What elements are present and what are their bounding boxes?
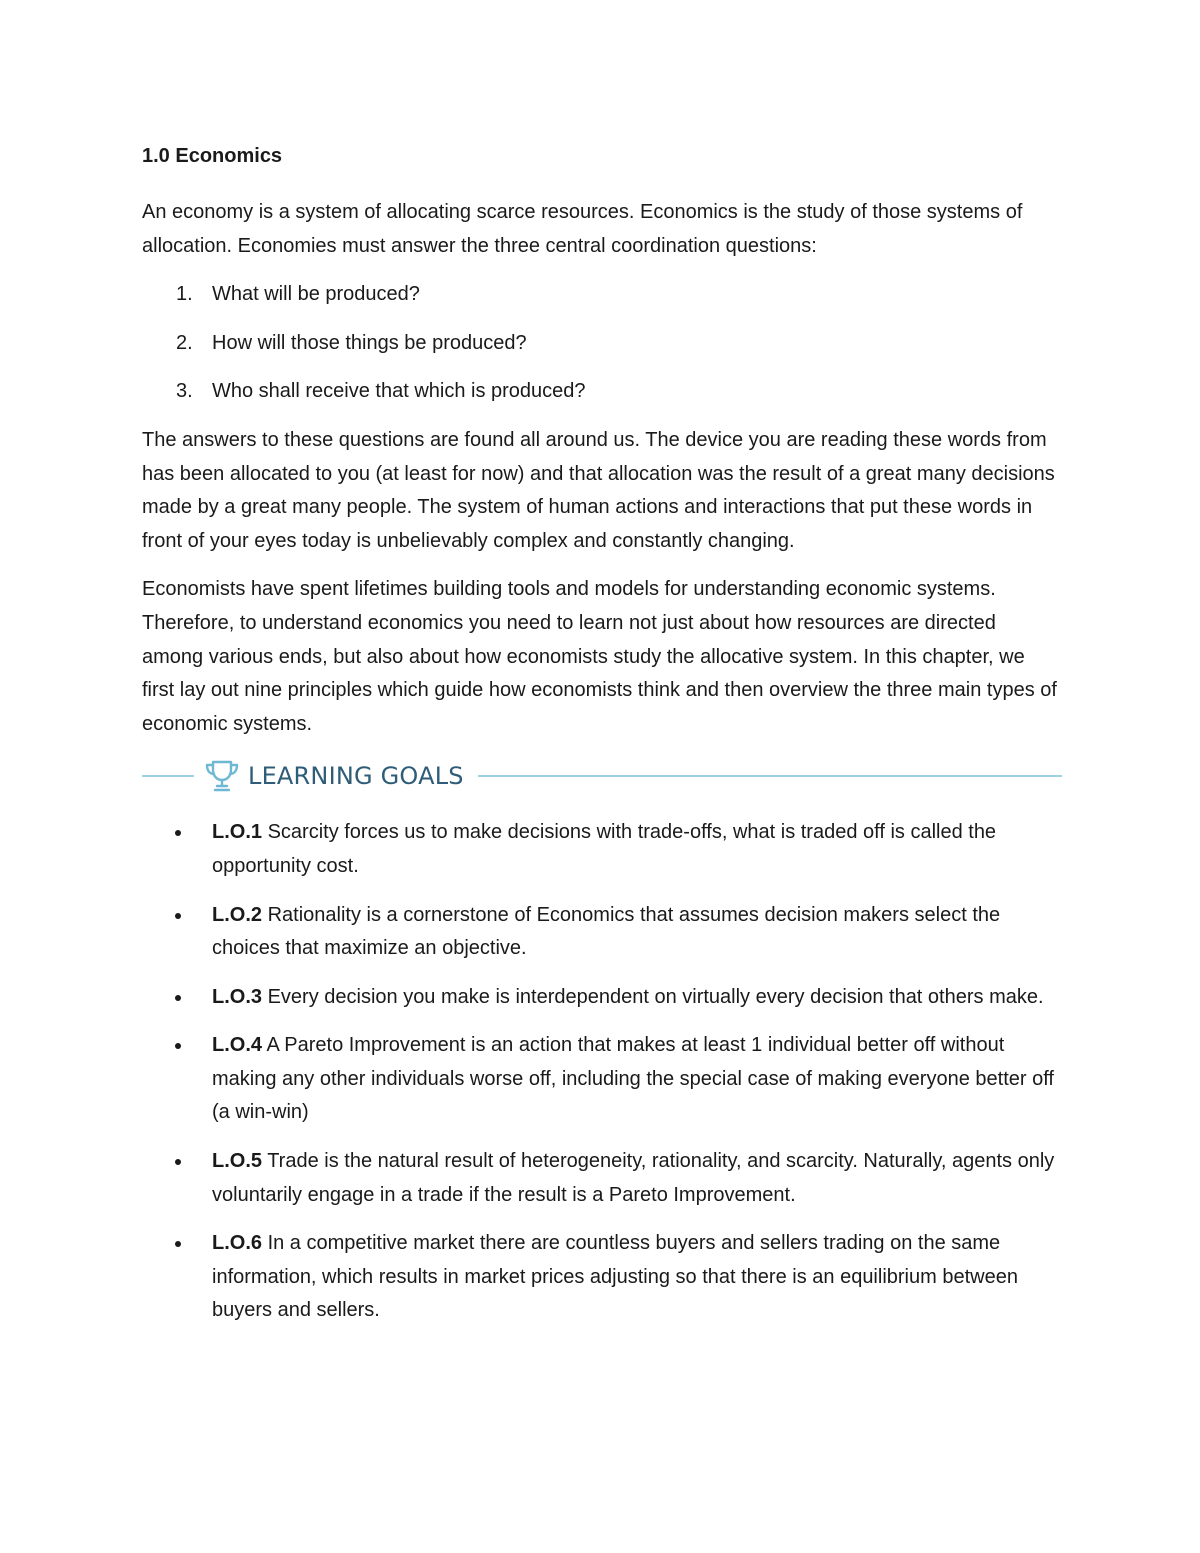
list-item-text: Who shall receive that which is produced? [212,380,586,403]
section-title: 1.0 Economics [142,145,283,167]
list-item [142,899,1062,966]
learning-goal-description: A Pareto Improvement is an action that makes at least 1 individual better off without making any other individuals worse off, including the special case of making everyone better off (a win-win) [212,1034,1054,1124]
learning-goal-text [212,816,1062,883]
learning-goal-code: L.O.5 [212,1150,263,1173]
learning-goal-description: Scarcity forces us to make decisions with trade-offs, what is traded off is called the opportunity cost. [212,821,997,877]
list-item [142,1227,1062,1328]
divider-right [478,775,1062,777]
list-item [142,327,1062,361]
learning-goal-description: Trade is the natural result of heterogeneity, rationality, and scarcity. Naturally, agents only voluntarily engage in a trade if the result is a Pareto Improvement. [212,1150,1055,1206]
learning-goal-code: L.O.3 [212,985,263,1008]
list-item [142,816,1062,883]
list-item [142,1029,1062,1130]
document-page [142,140,1062,1343]
bullet-icon [142,816,212,883]
bullet-icon [142,1227,212,1328]
trophy-icon [202,756,242,796]
list-item [142,375,1062,409]
bullet-icon [142,1029,212,1130]
learning-goals-title: LEARNING GOALS [248,762,464,791]
learning-goals-header [142,756,1062,796]
learning-goal-code: L.O.1 [212,821,263,844]
list-number: 3. [176,380,193,403]
learning-goal-text [212,899,1062,966]
learning-goal-code: L.O.6 [212,1232,263,1255]
body-paragraph: The answers to these questions are found all around us. The device you are reading these words from has been allocated to you (at least for now) and that allocation was the result of a great many decisions made by a great many people. The system of human actions and interactions that put these words in front of your eyes today is unbelievably complex and constantly changing. [142,428,1055,552]
learning-goal-code: L.O.2 [212,903,263,926]
list-item-text: What will be produced? [212,283,420,306]
list-item-text: How will those things be produced? [212,331,527,354]
list-item [142,278,1062,312]
learning-goal-text [212,1145,1062,1212]
learning-goal-description: Rationality is a cornerstone of Economics that assumes decision makers select the choices that maximize an objective. [212,903,1001,960]
list-number: 2. [176,331,193,354]
bullet-icon [142,899,212,966]
learning-goal-code: L.O.4 [212,1034,263,1057]
learning-goal-text [212,1029,1062,1130]
divider-left [142,775,194,777]
body-paragraph: Economists have spent lifetimes building tools and models for understanding economic systems. Therefore, to understand economics you need to learn not just about how resources are directed among various ends, but also about how economists study the allocative system. In this chapter, we first lay out nine principles which guide how economists think and then overview the three main types of economic systems. [142,578,1057,735]
learning-goal-description: Every decision you make is interdependent on virtually every decision that others make. [262,985,1044,1008]
list-number: 1. [176,283,193,306]
list-item [142,981,1062,1015]
bullet-icon [142,981,212,1015]
intro-paragraph: An economy is a system of allocating scarce resources. Economics is the study of those systems of allocation. Economies must answer the three central coordination questions: [142,201,1023,257]
learning-goals-list [142,816,1062,1328]
learning-goal-description: In a competitive market there are countless buyers and sellers trading on the same information, which results in market prices adjusting so that there is an equilibrium between buyers and sellers. [212,1232,1018,1322]
bullet-icon [142,1145,212,1212]
learning-goal-text [212,981,1062,1015]
learning-goal-text [212,1227,1062,1328]
questions-list [142,278,1062,409]
list-item [142,1145,1062,1212]
